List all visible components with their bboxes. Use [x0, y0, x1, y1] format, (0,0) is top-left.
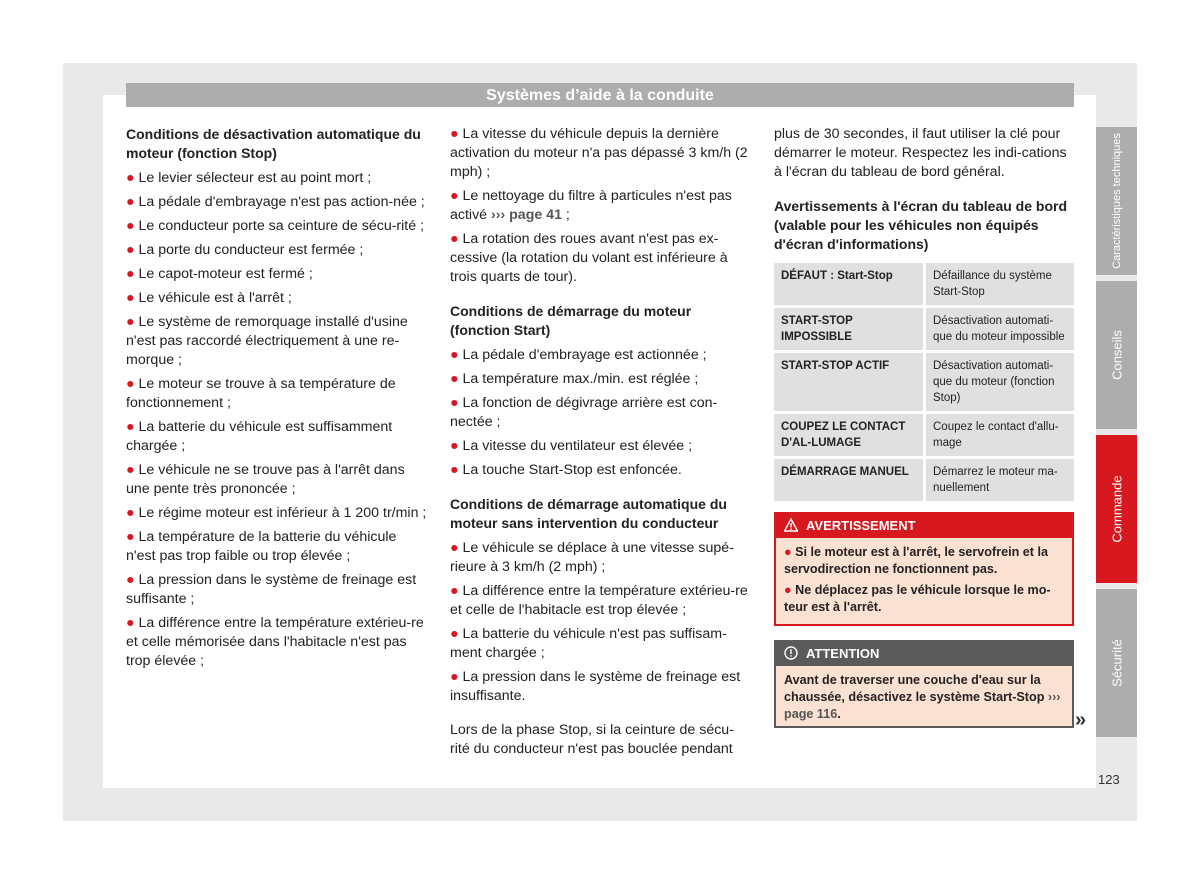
bullet-icon: ●	[784, 545, 792, 559]
list-item: ● La différence entre la température extérieu-re et celle mémorisée dans l'habitacle n'est pas trop élevée ;	[126, 615, 424, 669]
side-tab-securite[interactable]: Sécurité	[1096, 589, 1137, 737]
bullet-icon: ●	[126, 242, 135, 258]
table-row	[774, 263, 1074, 305]
bullet-icon: ●	[450, 371, 459, 387]
spacer	[450, 292, 752, 302]
side-tab-caracteristiques[interactable]: Caractéristiques techniques	[1096, 127, 1137, 275]
message-key: START-STOP IMPOSSIBLE	[774, 308, 926, 350]
bullet-icon: ●	[126, 572, 135, 588]
bullet-icon: ●	[450, 347, 459, 363]
spacer	[774, 187, 1074, 197]
warning-header	[776, 514, 1072, 538]
list-item: ● La pression dans le système de freinage est suffisante ;	[126, 572, 417, 607]
warning-item: ● Ne déplacez pas le véhicule lorsque le mo-teur est à l'arrêt.	[784, 583, 1051, 614]
list-item-filter: ● Le nettoyage du filtre à particules n'est pas activé ››› page 41 ;	[450, 188, 732, 223]
message-value: Démarrez le moteur ma-nuellement	[926, 459, 1074, 501]
spacer	[450, 485, 752, 495]
column-3	[774, 125, 1074, 728]
warning-title: AVERTISSEMENT	[806, 518, 916, 533]
list-item: ● Le levier sélecteur est au point mort ;	[126, 170, 372, 186]
section-heading-start: Conditions de démarrage du moteur (fonction Start)	[450, 303, 692, 338]
bullet-icon: ●	[450, 395, 459, 411]
list-item: ● Le capot-moteur est fermé ;	[126, 266, 313, 282]
bullet-icon: ●	[126, 462, 135, 478]
bullet-icon: ●	[450, 669, 459, 685]
page-116-link[interactable]: ››› page 116	[784, 690, 1061, 721]
list-item: ● La température max./min. est réglée ;	[450, 371, 699, 387]
list-item: ● La rotation des roues avant n'est pas ex-cessive (la rotation du volant est inférieure à trois quarts de tour).	[450, 231, 728, 285]
bullet-icon: ●	[126, 419, 135, 435]
continue-arrow-icon: »	[1075, 709, 1087, 731]
bullet-icon: ●	[450, 231, 459, 247]
column-1	[126, 125, 428, 676]
bullet-icon: ●	[126, 376, 135, 392]
bullet-icon: ●	[450, 626, 459, 642]
bullet-icon: ●	[450, 438, 459, 454]
stop-conditions-list	[126, 169, 428, 671]
message-value: Désactivation automati-que du moteur impossible	[926, 308, 1074, 350]
bullet-icon: ●	[126, 170, 135, 186]
list-item: ● La batterie du véhicule est suffisamment chargée ;	[126, 419, 393, 454]
warning-triangle-icon	[784, 518, 798, 532]
page-41-link[interactable]: ››› page 41	[491, 207, 562, 223]
section-heading-stop: Conditions de désactivation automatique du moteur (fonction Stop)	[126, 126, 421, 161]
list-item: ● Le véhicule se déplace à une vitesse supé-rieure à 3 km/h (2 mph) ;	[450, 540, 734, 575]
list-item: ● Le système de remorquage installé d'usine n'est pas raccordé électriquement à une re-morque ;	[126, 314, 408, 368]
list-item: ● La pédale d'embrayage n'est pas action-née ;	[126, 194, 425, 210]
side-tab-conseils[interactable]: Conseils	[1096, 281, 1137, 429]
list-item: ● La pression dans le système de freinage est insuffisante.	[450, 669, 741, 704]
info-circle-icon	[784, 646, 798, 660]
list-item: ● La vitesse du ventilateur est élevée ;	[450, 438, 693, 454]
bullet-icon: ●	[126, 194, 135, 210]
list-item: ● La différence entre la température extérieu-re et celle de l'habitacle est trop élevée ;	[450, 583, 748, 618]
attention-body: Avant de traverser une couche d'eau sur la chaussée, désactivez le système Start-Stop ››› page 116.	[784, 673, 1061, 721]
message-value: Désactivation automati-que du moteur (fonction Stop)	[926, 353, 1074, 411]
list-item: ● La batterie du véhicule n'est pas suffisam-ment chargée ;	[450, 626, 727, 661]
message-value: Défaillance du système Start-Stop	[926, 263, 1074, 305]
list-item: ● Le moteur se trouve à sa température de fonctionnement ;	[126, 376, 396, 411]
table-row	[774, 308, 1074, 350]
list-item: ● La fonction de dégivrage arrière est con-nectée ;	[450, 395, 718, 430]
table-row	[774, 459, 1074, 501]
list-item: ● La touche Start-Stop est enfoncée.	[450, 462, 682, 478]
bullet-icon: ●	[450, 583, 459, 599]
bullet-icon: ●	[126, 615, 135, 631]
attention-header	[776, 642, 1072, 666]
bullet-icon: ●	[126, 314, 135, 330]
list-item: ● Le régime moteur est inférieur à 1 200 tr/min ;	[126, 505, 427, 521]
bullet-icon: ●	[126, 266, 135, 282]
side-tab-commande[interactable]: Commande	[1096, 435, 1137, 583]
bullet-icon: ●	[450, 188, 459, 204]
message-value: Coupez le contact d'allu-mage	[926, 414, 1074, 456]
list-item: ● La vitesse du véhicule depuis la dernière activation du moteur n'a pas dépassé 3 km/h (2 mph) ;	[450, 126, 748, 180]
message-key: DÉFAUT : Start-Stop	[774, 263, 926, 305]
continuation-paragraph: plus de 30 secondes, il faut utiliser la clé pour démarrer le moteur. Respectez les indi-cations à l'écran du tableau de bord général.	[774, 126, 1067, 180]
spacer	[450, 711, 752, 721]
warning-body	[776, 538, 1072, 624]
warning-box	[774, 512, 1074, 626]
bullet-icon: ●	[126, 529, 135, 545]
message-key: COUPEZ LE CONTACT D'AL-LUMAGE	[774, 414, 926, 456]
attention-box	[774, 640, 1074, 728]
section-heading-auto-start: Conditions de démarrage automatique du moteur sans intervention du conducteur	[450, 496, 727, 531]
bullet-icon: ●	[126, 218, 135, 234]
chapter-header: Systèmes d’aide à la conduite	[126, 83, 1074, 107]
list-item: ● La porte du conducteur est fermée ;	[126, 242, 364, 258]
column-2	[450, 125, 752, 764]
table-row	[774, 414, 1074, 456]
attention-title: ATTENTION	[806, 646, 880, 661]
table-row	[774, 353, 1074, 411]
message-key: START-STOP ACTIF	[774, 353, 926, 411]
bullet-icon: ●	[126, 505, 135, 521]
closing-paragraph: Lors de la phase Stop, si la ceinture de sécu-rité du conducteur n'est pas bouclée pendant	[450, 722, 734, 757]
section-heading-display-warnings: Avertissements à l'écran du tableau de bord (valable pour les véhicules non équipés d'écran d'informations)	[774, 198, 1068, 252]
bullet-icon: ●	[450, 462, 459, 478]
list-item: ● La pédale d'embrayage est actionnée ;	[450, 347, 707, 363]
bullet-icon: ●	[784, 583, 792, 597]
page-number: 123	[1098, 772, 1120, 787]
message-key: DÉMARRAGE MANUEL	[774, 459, 926, 501]
bullet-icon: ●	[126, 290, 135, 306]
bullet-icon: ●	[450, 540, 459, 556]
list-item: ● Le conducteur porte sa ceinture de sécu-rité ;	[126, 218, 425, 234]
list-item: ● Le véhicule ne se trouve pas à l'arrêt dans une pente très prononcée ;	[126, 462, 405, 497]
bullet-icon: ●	[450, 126, 459, 142]
list-item: ● Le véhicule est à l'arrêt ;	[126, 290, 292, 306]
display-messages-table	[774, 260, 1074, 504]
list-item: ● La température de la batterie du véhicule n'est pas trop faible ou trop élevée ;	[126, 529, 397, 564]
warning-item: ● Si le moteur est à l'arrêt, le servofrein et la servodirection ne fonctionnent pas.	[784, 545, 1048, 576]
